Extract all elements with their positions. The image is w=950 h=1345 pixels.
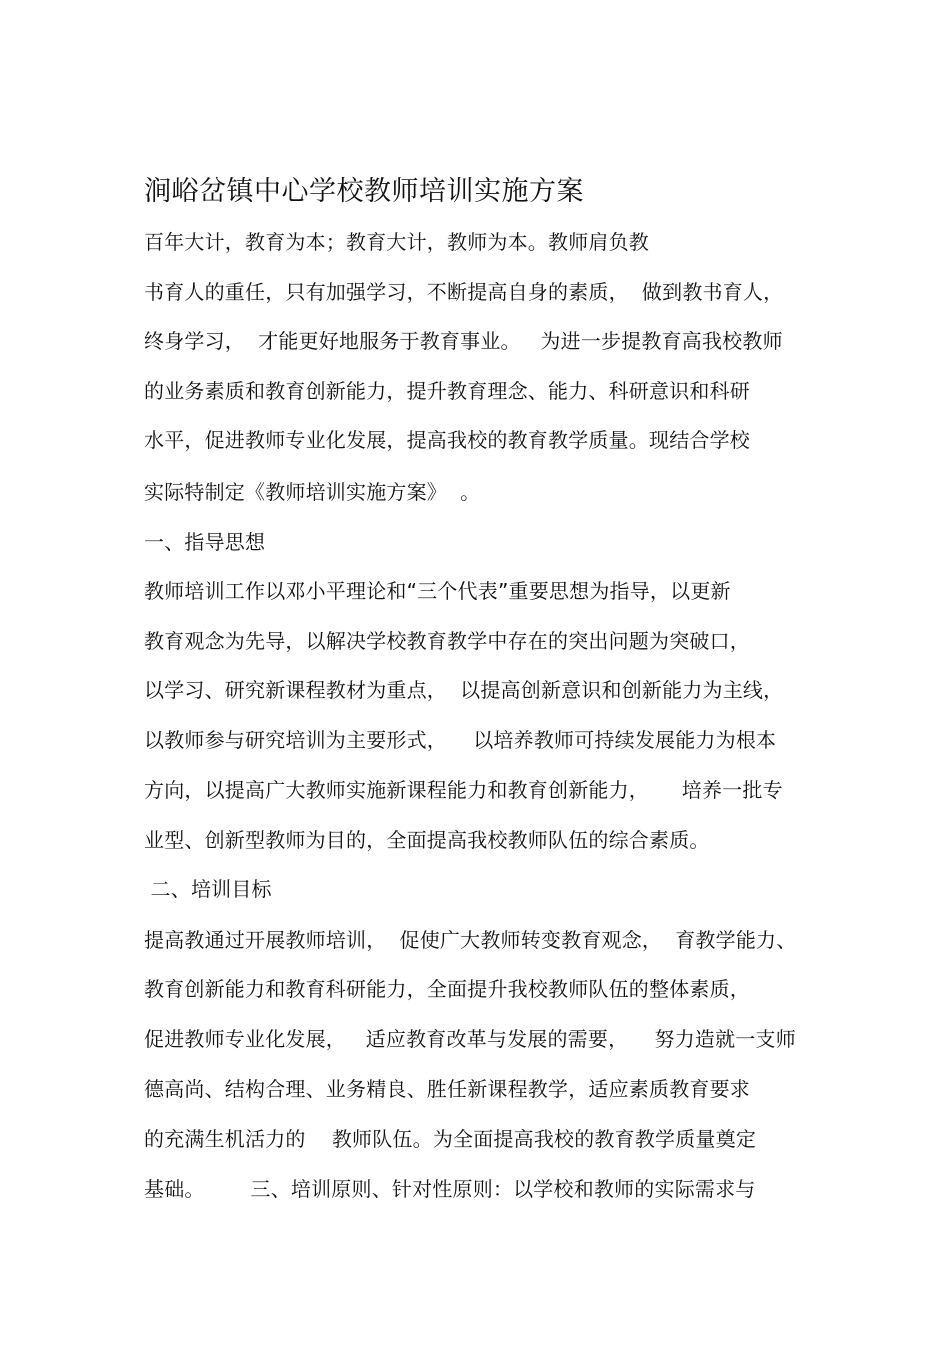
paragraph-line: 业型、创新型教师为目的，全面提高我校教师队伍的综合素质。 bbox=[144, 828, 710, 852]
paragraph-line: 水平，促进教师专业化发展，提高我校的教育教学质量。现结合学校 bbox=[144, 428, 750, 452]
paragraph-line: 教师培训工作以邓小平理论和“三个代表”重要思想为指导，以更新 bbox=[144, 579, 731, 603]
paragraph-line: 的业务素质和教育创新能力，提升教育理念、能力、科研意识和科研 bbox=[144, 379, 750, 403]
document-title: 涧峪岔镇中心学校教师培训实施方案 bbox=[144, 176, 584, 207]
paragraph-line: 基础。 三、培训原则、针对性原则：以学校和教师的实际需求与 bbox=[144, 1177, 756, 1201]
paragraph-line: 提高教通过开展教师培训， 促使广大教师转变教育观念， 育教学能力、 bbox=[144, 928, 797, 952]
paragraph-line: 德高尚、结构合理、业务精良、胜任新课程教学，适应素质教育要求 bbox=[144, 1077, 750, 1101]
paragraph-line: 以学习、研究新课程教材为重点， 以提高创新意识和创新能力为主线， bbox=[144, 678, 784, 702]
section-heading: 二、培训目标 bbox=[144, 877, 272, 901]
paragraph-line: 以教师参与研究培训为主要形式， 以培养教师可持续发展能力为根本 bbox=[144, 728, 777, 752]
paragraph-line: 书育人的重任，只有加强学习，不断提高自身的素质， 做到教书育人， bbox=[144, 280, 784, 304]
section-heading: 一、指导思想 bbox=[144, 530, 266, 554]
paragraph-line: 促进教师专业化发展， 适应教育改革与发展的需要， 努力造就一支师 bbox=[144, 1027, 796, 1051]
paragraph-line: 教育创新能力和教育科研能力，全面提升我校教师队伍的整体素质， bbox=[144, 977, 750, 1001]
paragraph-line: 方向，以提高广大教师实施新课程能力和教育创新能力， 培养一批专 bbox=[144, 778, 783, 802]
paragraph-line: 百年大计，教育为本；教育大计，教师为本。教师肩负教 bbox=[144, 230, 649, 254]
paragraph-line: 终身学习， 才能更好地服务于教育事业。 为进一步提教育高我校教师 bbox=[144, 329, 783, 353]
paragraph-line: 教育观念为先导，以解决学校教育教学中存在的突出问题为突破口， bbox=[144, 629, 750, 653]
paragraph-line: 的充满生机活力的 教师队伍。为全面提高我校的教育教学质量奠定 bbox=[144, 1127, 757, 1151]
paragraph-line: 实际特制定《教师培训实施方案》 。 bbox=[144, 480, 481, 504]
